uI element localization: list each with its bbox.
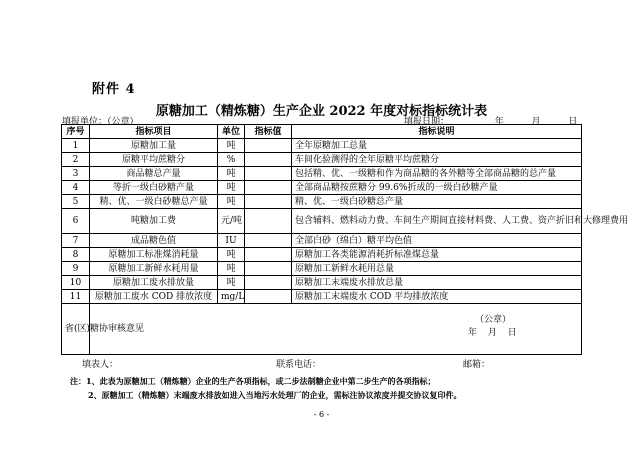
row-item: 原糖加工废水排放量: [90, 276, 218, 290]
indicator-table: [61, 124, 629, 355]
row-item: 吨糖加工费: [90, 209, 218, 234]
row-value[interactable]: [245, 181, 292, 195]
fill-date-day: 日: [568, 117, 578, 127]
review-date: 年 月 日: [468, 328, 517, 338]
header-seq: 序号: [62, 125, 90, 139]
note-1: 注：1、此表为原糖加工（精炼糖）企业的生产各项指标，或二步法制糖企业中第二步生产的各项指标；: [70, 376, 436, 386]
table-row: [62, 276, 582, 290]
row-seq: 1: [62, 139, 90, 153]
table-header-row: [62, 125, 582, 139]
table-title: 原糖加工（精炼糖）生产企业 2022 年度对标指标统计表: [155, 104, 488, 119]
row-desc: 精、优、一级白砂糖总产量: [292, 195, 582, 209]
row-value[interactable]: [245, 276, 292, 290]
phone-label: 联系电话：: [276, 360, 322, 370]
row-unit: 吨: [218, 167, 245, 181]
table-row: [62, 153, 582, 167]
row-unit: 吨: [218, 262, 245, 276]
row-value[interactable]: [245, 195, 292, 209]
row-unit: 吨: [218, 139, 245, 153]
row-unit: IU: [218, 234, 245, 248]
row-value[interactable]: [245, 209, 292, 234]
review-stamp: （公章）: [475, 315, 512, 325]
table-row: [62, 290, 582, 304]
table-row: [62, 167, 582, 181]
row-desc: 包含辅料、燃料动力费、车间生产期间直接材料费、人工费、资产折旧和大修理费用: [292, 209, 582, 234]
row-value[interactable]: [245, 153, 292, 167]
row-item: 成品糖色值: [90, 234, 218, 248]
row-item: 原糖加工量: [90, 139, 218, 153]
row-item: 原糖加工标准煤消耗量: [90, 248, 218, 262]
row-unit: 吨: [218, 248, 245, 262]
row-seq: 6: [62, 209, 90, 234]
page-number: - 6 -: [313, 410, 330, 419]
row-item: 精、优、一级白砂糖总产量: [90, 195, 218, 209]
table-row: [62, 195, 582, 209]
review-content[interactable]: [90, 304, 582, 355]
row-unit: 吨: [218, 181, 245, 195]
header-desc: 指标说明: [292, 125, 582, 139]
row-desc: 包括精、优、一级糖和作为商品糖的各外糖等全部商品糖的总产量: [292, 167, 582, 181]
review-label: 省(区)糖协审核意见: [62, 304, 90, 355]
email-label: 邮箱：: [463, 360, 491, 370]
row-seq: 8: [62, 248, 90, 262]
table-row: [62, 248, 582, 262]
row-seq: 4: [62, 181, 90, 195]
row-desc: 原糖加工各类能源消耗折标准煤总量: [292, 248, 582, 262]
header-value: 指标值: [245, 125, 292, 139]
table-row: [62, 181, 582, 195]
fill-unit-label: 填报单位：（公章）: [62, 117, 139, 127]
row-desc: 原糖加工末端废水排放总量: [292, 276, 582, 290]
row-item: 原糖平均蔗糖分: [90, 153, 218, 167]
row-seq: 3: [62, 167, 90, 181]
header-item: 指标项目: [90, 125, 218, 139]
row-unit: 吨: [218, 276, 245, 290]
table-row: [62, 139, 582, 153]
row-unit: mg/L: [218, 290, 245, 304]
row-seq: 11: [62, 290, 90, 304]
row-value[interactable]: [245, 139, 292, 153]
row-unit: 吨: [218, 195, 245, 209]
fill-date-year: 年: [494, 117, 504, 127]
table-row: [62, 234, 582, 248]
row-item: 原糖加工废水 COD 排放浓度: [90, 290, 218, 304]
row-item: 商品糖总产量: [90, 167, 218, 181]
row-value[interactable]: [245, 167, 292, 181]
row-value[interactable]: [245, 234, 292, 248]
row-seq: 10: [62, 276, 90, 290]
row-desc: 车间化验测得的全年原糖平均蔗糖分: [292, 153, 582, 167]
row-item: 原糖加工新鲜水耗用量: [90, 262, 218, 276]
table-row: [62, 262, 582, 276]
fill-date-month: 月: [531, 117, 541, 127]
row-value[interactable]: [245, 248, 292, 262]
row-seq: 7: [62, 234, 90, 248]
row-seq: 5: [62, 195, 90, 209]
row-desc: 原糖加工末端废水 COD 平均排放浓度: [292, 290, 582, 304]
row-seq: 9: [62, 262, 90, 276]
row-desc: 全年原糖加工总量: [292, 139, 582, 153]
filler-label: 填表人：: [82, 360, 119, 370]
annex-label: 附件 4: [92, 82, 136, 97]
row-seq: 2: [62, 153, 90, 167]
row-desc: 全部白砂（绵白）糖平均色值: [292, 234, 582, 248]
row-unit: 元/吨: [218, 209, 245, 234]
review-row: [62, 304, 582, 355]
note-2: 2、原糖加工（精炼糖）末端废水排放如进入当地污水处理厂的企业，需标注协议浓度并提交协议复印件。: [88, 390, 462, 400]
row-value[interactable]: [245, 290, 292, 304]
row-desc: 原糖加工新鲜水耗用总量: [292, 262, 582, 276]
table-row: [62, 209, 582, 234]
header-unit: 单位: [218, 125, 245, 139]
row-item: 等折一级白砂糖产量: [90, 181, 218, 195]
row-desc: 全部商品糖按蔗糖分 99.6%折成的一级白砂糖产量: [292, 181, 582, 195]
row-unit: %: [218, 153, 245, 167]
fill-date-label: 填报日期：: [404, 117, 450, 127]
row-value[interactable]: [245, 262, 292, 276]
